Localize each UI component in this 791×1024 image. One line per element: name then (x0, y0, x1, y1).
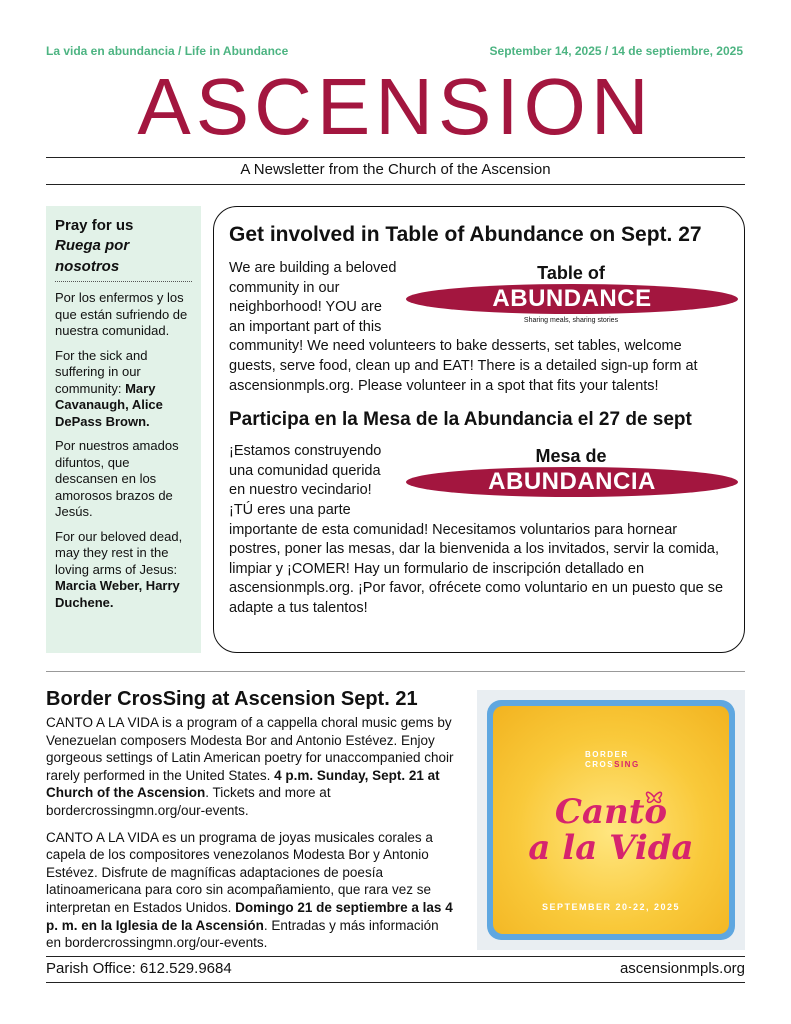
canto-poster (487, 700, 735, 940)
logo-en-tagline: Sharing meals, sharing stories (523, 317, 619, 324)
footer-rule-bottom (46, 982, 745, 983)
parish-office-phone: Parish Office: 612.529.9684 (46, 960, 232, 977)
prayer-sidebar (46, 206, 201, 653)
prayer-sick-names: Mary Cavanaugh, Alice DePass Brown. (55, 380, 163, 429)
prayer-dead-en: For our beloved dead, may they rest in the loving arms of Jesus: Marcia Weber, Harry Duchene. (55, 528, 183, 610)
abundance-body-es: ¡Estamos construyendo una comunidad querida en nuestro vecindario! ¡TÚ eres una parte importante de esta comunidad! Necesitamos voluntarios para hornear postres, poner las mesas, dar la bienvenida a los invitados, servir la comida, limpiar y ¡COMER! Hay un formulario de inscripción detallado en ascensionmpls.org. ¡Por favor, ofrécete como voluntario en un puesto que se adapte a tus talentos! (229, 443, 724, 616)
poster-sunburst (493, 706, 729, 934)
border-crossing-logo: BORDER CROSSING (585, 750, 640, 769)
border-body-es: CANTO A LA VIDA es un programa de joyas musicales corales a capela de los compositores venezolanos Modesta Bor y Antonio Estévez. Disfrute de magníficas adaptaciones de poesía latinoamericana para coro sin acompañamiento, que rara vez se interpretan en Estados Unidos. Domingo 21 de septiembre a las 4 p. m. en la Iglesia de la Ascensión. Entradas y más información en bordercrossingmn.org/our-events. (46, 829, 453, 951)
poster-title: Canto a la Vida (528, 792, 694, 868)
header-rule-bottom (46, 184, 745, 185)
canto-poster-frame (477, 690, 745, 950)
prayer-sick-es: Por los enfermos y los que están sufriendo de nuestra comunidad. (55, 290, 188, 338)
tagline: La vida en abundancia / Life in Abundance (46, 44, 289, 58)
abundance-heading-en: Get involved in Table of Abundance on Sept. 27 (229, 223, 702, 246)
issue-date: September 14, 2025 / 14 de septiembre, 2025 (489, 44, 743, 58)
prayer-heading-en: Pray for us (55, 217, 134, 234)
table-of-abundance-logo (404, 263, 738, 335)
abundance-box (213, 206, 745, 653)
prayer-dead-es: Por nuestros amados difuntos, que descansen en los amorosos brazos de Jesús. (55, 438, 179, 519)
logo-en-oval: ABUNDANCE (406, 284, 738, 314)
masthead-title: ASCENSION (137, 62, 654, 151)
website-link[interactable]: ascensionmpls.org (619, 960, 745, 977)
footer-rule-top (46, 956, 745, 957)
logo-en-title: Table of (537, 263, 605, 283)
abundance-body-en: We are building a beloved community in our neighborhood! YOU are an important part of this community! We need volunteers to bake desserts, set tables, welcome guests, serve food, clean up and EAT! There is a detailed sign-up form at ascensionmpls.org. Please volunteer in a spot that fits your talents! (229, 260, 698, 394)
poster-date: SEPTEMBER 20-22, 2025 (541, 902, 681, 912)
abundance-heading-es: Participa en la Mesa de la Abundancia el 27 de sept (229, 409, 692, 431)
logo-es-oval: ABUNDANCIA (406, 467, 738, 497)
butterfly-icon (643, 786, 665, 808)
logo-es-title: Mesa de (535, 446, 607, 467)
header-rule-top (46, 157, 745, 158)
newsletter-subtitle: A Newsletter from the Church of the Ascension (240, 161, 551, 178)
border-body-en: CANTO A LA VIDA is a program of a cappella choral music gems by Venezuelan composers Modesta Bor and Antonio Estévez. Enjoy gorgeous settings of Latin American poetry for unaccompanied choir rarely performed in the United States. 4 p.m. Sunday, Sept. 21 at Church of the Ascension. Tickets and more at bordercrossingmn.org/our-events. (46, 715, 454, 818)
prayer-dead-names: Marcia Weber, Harry Duchene. (55, 578, 180, 610)
section-divider (46, 671, 745, 672)
mesa-de-abundancia-logo (404, 446, 738, 508)
border-crossing-article (46, 686, 456, 961)
prayer-sick-en: For the sick and suffering in our community: Mary Cavanaugh, Alice DePass Brown. (55, 347, 163, 429)
border-heading: Border CrosSing at Ascension Sept. 21 (46, 688, 418, 710)
prayer-heading-es: Ruega por nosotros (55, 235, 192, 282)
